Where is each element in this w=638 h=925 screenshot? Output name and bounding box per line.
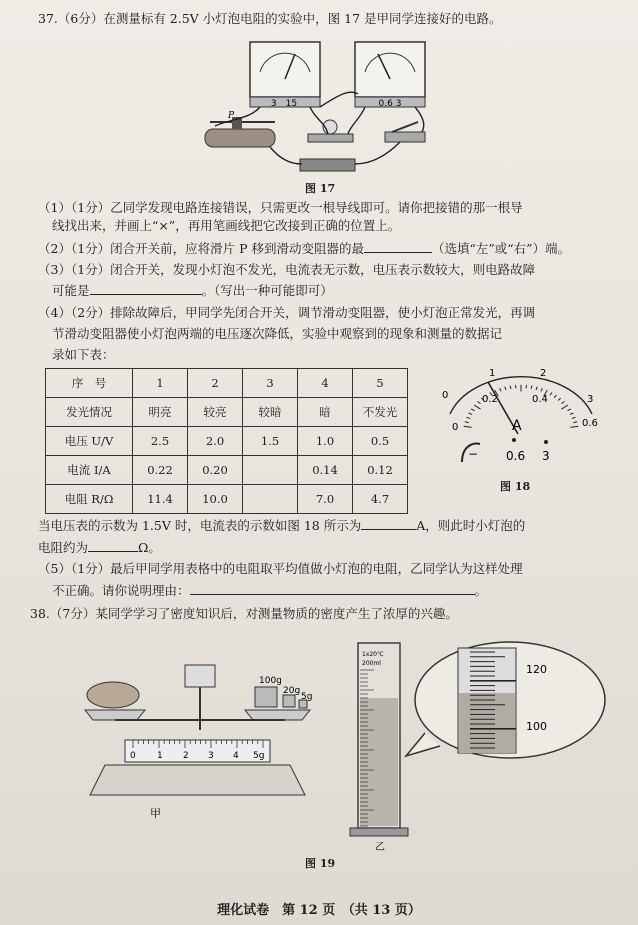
q37-part2-post: （选填“左”或“右”）端。 — [432, 241, 571, 256]
scale-bottom-0: 0 — [452, 422, 459, 433]
meter-unit: A — [512, 418, 522, 434]
potato-icon — [87, 682, 139, 708]
rheostat-icon — [205, 111, 275, 147]
table-cell: 1 — [133, 369, 188, 398]
q37-part5-line1: （5）（1分）最后甲同学用表格中的电阻取平均值做小灯泡的电阻，乙同学认为这样处理 — [38, 561, 523, 576]
table-header-cell: 电压 U/V — [46, 427, 133, 456]
q37-part3-line2 — [52, 282, 333, 299]
cylinder-label-temp: 1x20℃ — [362, 651, 384, 658]
meter-tick — [561, 405, 567, 409]
table-row — [46, 456, 408, 485]
table-cell: 0.20 — [188, 456, 243, 485]
scale-3: 3 — [208, 751, 214, 761]
meter-tick — [464, 426, 472, 427]
weight-100g — [255, 687, 277, 707]
q37-part3-post: 。（写出一种可能即可） — [201, 283, 333, 298]
figure-19-balance — [75, 655, 320, 820]
left-pan — [85, 710, 145, 720]
figure-19-caption: 图 19 — [305, 857, 336, 870]
q37-resistance-line — [38, 539, 161, 556]
q37-part2 — [38, 240, 570, 257]
data-table — [45, 368, 408, 514]
table-cell: 4 — [298, 369, 353, 398]
scale-2: 2 — [183, 751, 189, 761]
svg-text:P: P — [228, 111, 235, 121]
table-cell: 10.0 — [188, 485, 243, 514]
table-cell: 暗 — [298, 398, 353, 427]
battery-icon — [300, 159, 355, 171]
scale-top-0: 0 — [442, 390, 449, 401]
svg-text:3 15: 3 15 — [270, 99, 298, 109]
table-cell: 0.12 — [353, 456, 408, 485]
meter-tick — [572, 417, 576, 418]
q37-part2-pre: （2）（1分）闭合开关前，应将滑片 P 移到滑动变阻器的最 — [38, 241, 365, 256]
terminal-3: 3 — [542, 449, 550, 463]
table-cell: 2 — [188, 369, 243, 398]
table-row — [46, 369, 408, 398]
meter-tick — [536, 387, 537, 390]
q37-part3-line1: （3）（1分）闭合开关，发现小灯泡不发光，电流表无示数，电压表示数较大，则电路故障 — [38, 262, 536, 277]
meter-tick — [466, 417, 470, 418]
scale-1: 1 — [157, 751, 163, 761]
meter-tick — [562, 401, 565, 403]
answer-blank[interactable] — [88, 539, 138, 552]
q37-resistance-pre: 电阻约为 — [38, 540, 89, 555]
meter-tick — [558, 398, 561, 400]
q37-part4-line2: 节滑动变阻器使小灯泡两端的电压逐次降低，实验中观察到的现象和测量的数据记 — [52, 326, 503, 341]
table-cell[interactable] — [243, 485, 298, 514]
scale-0: 0 — [130, 751, 136, 761]
meter-tick — [573, 422, 577, 423]
q38-intro: 38.（7分）某同学学习了密度知识后，对测量物质的密度产生了浓厚的兴趣。 — [30, 606, 458, 621]
meter-tick — [469, 413, 473, 414]
meter-tick — [465, 422, 469, 423]
scale-bottom-3: 0.6 — [582, 418, 598, 429]
table-cell[interactable] — [243, 456, 298, 485]
table-header-cell: 发光情况 — [46, 398, 133, 427]
scale-bottom-2: 0.4 — [532, 394, 548, 405]
meter-tick — [510, 386, 511, 389]
answer-blank[interactable] — [361, 517, 416, 530]
switch-icon — [385, 122, 425, 142]
meter-tick — [531, 386, 532, 389]
table-cell: 2.0 — [188, 427, 243, 456]
table-cell: 1.0 — [298, 427, 353, 456]
table-cell: 7.0 — [298, 485, 353, 514]
scale-top-1: 1 — [489, 368, 496, 379]
svg-text:0.6 3: 0.6 3 — [378, 99, 402, 109]
q37-part1-line2: 线找出来，并画上“×”，再用笔画线把它改接到正确的位置上。 — [52, 218, 401, 233]
meter-tick — [477, 401, 480, 403]
cylinder-label-capacity: 200ml — [362, 660, 381, 667]
bulb-icon — [308, 120, 353, 142]
figure-19-cylinder — [340, 638, 610, 853]
table-cell: 较暗 — [243, 398, 298, 427]
meter-tick — [474, 405, 480, 409]
scale-4: 4 — [233, 751, 239, 761]
ammeter-icon — [355, 42, 425, 109]
meter-tick — [500, 388, 501, 391]
q37-current-line — [38, 517, 525, 534]
q37-part3-pre: 可能是 — [52, 283, 90, 298]
voltmeter-icon — [250, 42, 320, 109]
meter-tick — [471, 409, 474, 411]
q37-part1-line1: （1）（1分）乙同学发现电路连接错误，只需更改一根导线即可。请你把接错的那一根导 — [38, 200, 523, 215]
meter-tick — [505, 387, 506, 390]
meter-tick — [570, 426, 578, 427]
weight-label-5g: 5g — [301, 692, 313, 702]
meter-tick — [570, 413, 574, 414]
balance-head — [185, 665, 215, 687]
balance-name: 甲 — [150, 807, 161, 820]
weight-20g — [283, 695, 295, 707]
q37-current-post: A，则此时小灯泡的 — [416, 518, 526, 533]
balance-base — [90, 765, 305, 795]
table-cell: 3 — [243, 369, 298, 398]
answer-blank[interactable] — [190, 582, 475, 595]
meter-tick — [541, 388, 542, 391]
table-cell: 0.5 — [353, 427, 408, 456]
weight-label-20g: 20g — [283, 686, 301, 696]
table-cell: 0.22 — [133, 456, 188, 485]
scale-bottom-1: 0.2 — [482, 394, 498, 405]
right-pan — [245, 710, 310, 720]
table-cell: 11.4 — [133, 485, 188, 514]
figure-17-circuit — [190, 34, 440, 176]
q37-part5-pre: 不正确。请你说明理由： — [52, 583, 190, 598]
table-cell: 较亮 — [188, 398, 243, 427]
q37-part4-line1: （4）（2分）排除故障后，甲同学先闭合开关，调节滑动变阻器，使小灯泡正常发光，再调 — [38, 305, 536, 320]
q37-part5-line2 — [52, 582, 487, 599]
page-footer: 理化试卷 第 12 页 （共 13 页） — [217, 903, 421, 918]
table-cell: 不发光 — [353, 398, 408, 427]
q37-current-pre: 当电压表的示数为 1.5V 时，电流表的示数如图 18 所示为 — [38, 518, 362, 533]
terminal-minus: − — [468, 447, 479, 461]
table-row — [46, 485, 408, 514]
q37-intro: 37.（6分）在测量标有 2.5V 小灯泡电阻的实验中，图 17 是甲同学连接好的电路。 — [38, 11, 502, 26]
meter-tick — [554, 395, 556, 398]
q37-part5-post: 。 — [474, 583, 488, 598]
zoom-mark-100: 100 — [526, 720, 547, 733]
table-cell: 明亮 — [133, 398, 188, 427]
weight-label-100g: 100g — [259, 676, 282, 686]
zoom-mark-120: 120 — [526, 663, 547, 676]
table-header-cell: 电流 I/A — [46, 456, 133, 485]
meter-tick — [550, 392, 552, 395]
balance-scale-bar — [125, 740, 270, 762]
cylinder-name: 乙 — [375, 842, 385, 853]
table-cell: 0.14 — [298, 456, 353, 485]
scale-top-2: 2 — [540, 368, 547, 379]
table-row — [46, 427, 408, 456]
scale-5g: 5g — [253, 751, 265, 761]
q37-part4-line3: 录如下表： — [52, 347, 115, 362]
figure-18-caption: 图 18 — [500, 480, 531, 493]
answer-blank[interactable] — [90, 282, 202, 295]
terminal-0.6: 0.6 — [506, 449, 526, 463]
table-header-cell: 序 号 — [46, 369, 133, 398]
scale-top-3: 3 — [587, 394, 594, 405]
table-cell: 4.7 — [353, 485, 408, 514]
table-cell: 5 — [353, 369, 408, 398]
answer-blank[interactable] — [364, 240, 432, 253]
meter-tick — [567, 409, 570, 411]
q37-resistance-post: Ω。 — [138, 540, 161, 555]
figure-18-ammeter-dial — [432, 362, 612, 482]
table-cell: 2.5 — [133, 427, 188, 456]
table-cell: 1.5 — [243, 427, 298, 456]
table-row — [46, 398, 408, 427]
figure-17-caption: 图 17 — [305, 182, 336, 195]
zoom-liquid — [459, 693, 515, 753]
table-header-cell: 电阻 R/Ω — [46, 485, 133, 514]
